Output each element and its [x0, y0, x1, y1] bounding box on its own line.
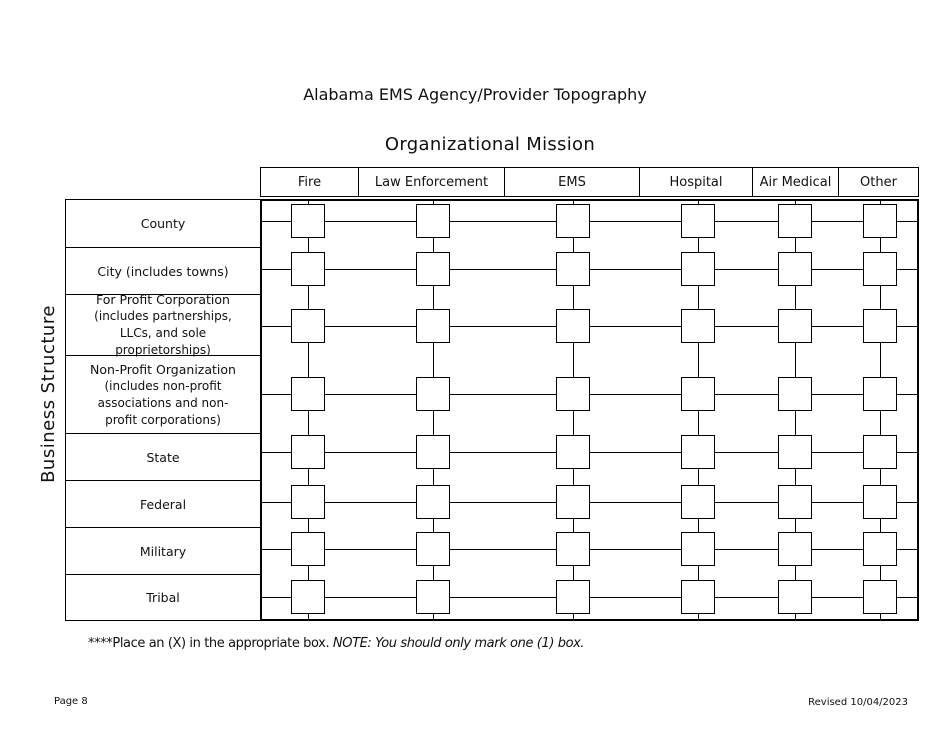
- checkbox-for-hospital[interactable]: [681, 309, 715, 343]
- checkbox-federal-air-medical[interactable]: [778, 485, 812, 519]
- checkbox-military-fire[interactable]: [291, 532, 325, 566]
- row-header-military: [65, 527, 261, 574]
- checkbox-military-air-medical[interactable]: [778, 532, 812, 566]
- checkbox-for-law-enforcement[interactable]: [416, 309, 450, 343]
- checkbox-tribal-other[interactable]: [863, 580, 897, 614]
- row-label: State: [146, 449, 180, 465]
- checkbox-county-fire[interactable]: [291, 204, 325, 238]
- checkbox-military-ems[interactable]: [556, 532, 590, 566]
- row-label: Federal: [139, 496, 187, 512]
- row-label: For Profit Corporation: [96, 292, 230, 307]
- revised-date: Revised 10/04/2023: [808, 697, 908, 708]
- column-header-law-enforcement: Law Enforcement: [358, 167, 504, 197]
- checkbox-federal-law-enforcement[interactable]: [416, 485, 450, 519]
- checkbox-city-air-medical[interactable]: [778, 252, 812, 286]
- checkbox-military-law-enforcement[interactable]: [416, 532, 450, 566]
- checkbox-for-other[interactable]: [863, 309, 897, 343]
- checkbox-city-law-enforcement[interactable]: [416, 252, 450, 286]
- checkbox-state-air-medical[interactable]: [778, 435, 812, 469]
- column-header-ems: EMS: [504, 167, 639, 197]
- checkbox-tribal-law-enforcement[interactable]: [416, 580, 450, 614]
- checkbox-nonprofit-ems[interactable]: [556, 377, 590, 411]
- checkbox-nonprofit-hospital[interactable]: [681, 377, 715, 411]
- checkbox-state-ems[interactable]: [556, 435, 590, 469]
- checkbox-federal-other[interactable]: [863, 485, 897, 519]
- checkbox-county-ems[interactable]: [556, 204, 590, 238]
- checkbox-county-law-enforcement[interactable]: [416, 204, 450, 238]
- row-header-federal: [65, 480, 261, 527]
- checkbox-tribal-fire[interactable]: [291, 580, 325, 614]
- checkbox-federal-ems[interactable]: [556, 485, 590, 519]
- checkbox-county-other[interactable]: [863, 204, 897, 238]
- row-sublabel: (includes partnerships, LLCs, and sole proprietorships): [94, 309, 232, 357]
- checkbox-military-hospital[interactable]: [681, 532, 715, 566]
- checkbox-federal-fire[interactable]: [291, 485, 325, 519]
- checkbox-city-hospital[interactable]: [681, 252, 715, 286]
- row-header-city: [65, 247, 261, 294]
- checkbox-nonprofit-air-medical[interactable]: [778, 377, 812, 411]
- row-header-state: [65, 433, 261, 480]
- checkbox-for-ems[interactable]: [556, 309, 590, 343]
- row-header-county: [65, 199, 261, 247]
- page-title: Alabama EMS Agency/Provider Topography: [303, 85, 647, 104]
- row-label: City (includes towns): [97, 263, 229, 279]
- row-sublabel: (includes non-profit associations and non-profit corporations): [97, 378, 229, 427]
- row-header-tribal: [65, 574, 261, 621]
- checkbox-state-fire[interactable]: [291, 435, 325, 469]
- checkbox-for-air-medical[interactable]: [778, 309, 812, 343]
- checkbox-state-law-enforcement[interactable]: [416, 435, 450, 469]
- checkbox-tribal-air-medical[interactable]: [778, 580, 812, 614]
- axis-label-business-structure: Business Structure: [38, 305, 59, 483]
- column-header-air-medical: Air Medical: [752, 167, 838, 197]
- row-label: Non-Profit Organization: [90, 361, 236, 377]
- instruction-text: [88, 636, 584, 651]
- checkbox-nonprofit-fire[interactable]: [291, 377, 325, 411]
- checkbox-nonprofit-other[interactable]: [863, 377, 897, 411]
- checkbox-military-other[interactable]: [863, 532, 897, 566]
- checkbox-city-other[interactable]: [863, 252, 897, 286]
- checkbox-state-other[interactable]: [863, 435, 897, 469]
- row-label: Military: [139, 543, 187, 559]
- row-label: County: [140, 216, 186, 231]
- checkbox-city-fire[interactable]: [291, 252, 325, 286]
- checkbox-state-hospital[interactable]: [681, 435, 715, 469]
- checkbox-tribal-ems[interactable]: [556, 580, 590, 614]
- checkbox-city-ems[interactable]: [556, 252, 590, 286]
- row-header-for-profit: [65, 294, 261, 355]
- row-label: Tribal: [146, 590, 180, 605]
- checkbox-nonprofit-law-enforcement[interactable]: [416, 377, 450, 411]
- column-header-hospital: Hospital: [639, 167, 752, 197]
- instruction-main: ****Place an (X) in the appropriate box.: [88, 636, 330, 651]
- checkbox-federal-hospital[interactable]: [681, 485, 715, 519]
- column-header-fire: Fire: [260, 167, 358, 197]
- instruction-note: NOTE: You should only mark one (1) box.: [332, 636, 585, 651]
- checkbox-for-fire[interactable]: [291, 309, 325, 343]
- checkbox-tribal-hospital[interactable]: [681, 580, 715, 614]
- column-header-other: Other: [838, 167, 919, 197]
- row-header-non-profit: [65, 355, 261, 433]
- checkbox-county-hospital[interactable]: [681, 204, 715, 238]
- page-number: Page 8: [54, 696, 88, 707]
- mission-title: Organizational Mission: [384, 134, 596, 155]
- checkbox-county-air-medical[interactable]: [778, 204, 812, 238]
